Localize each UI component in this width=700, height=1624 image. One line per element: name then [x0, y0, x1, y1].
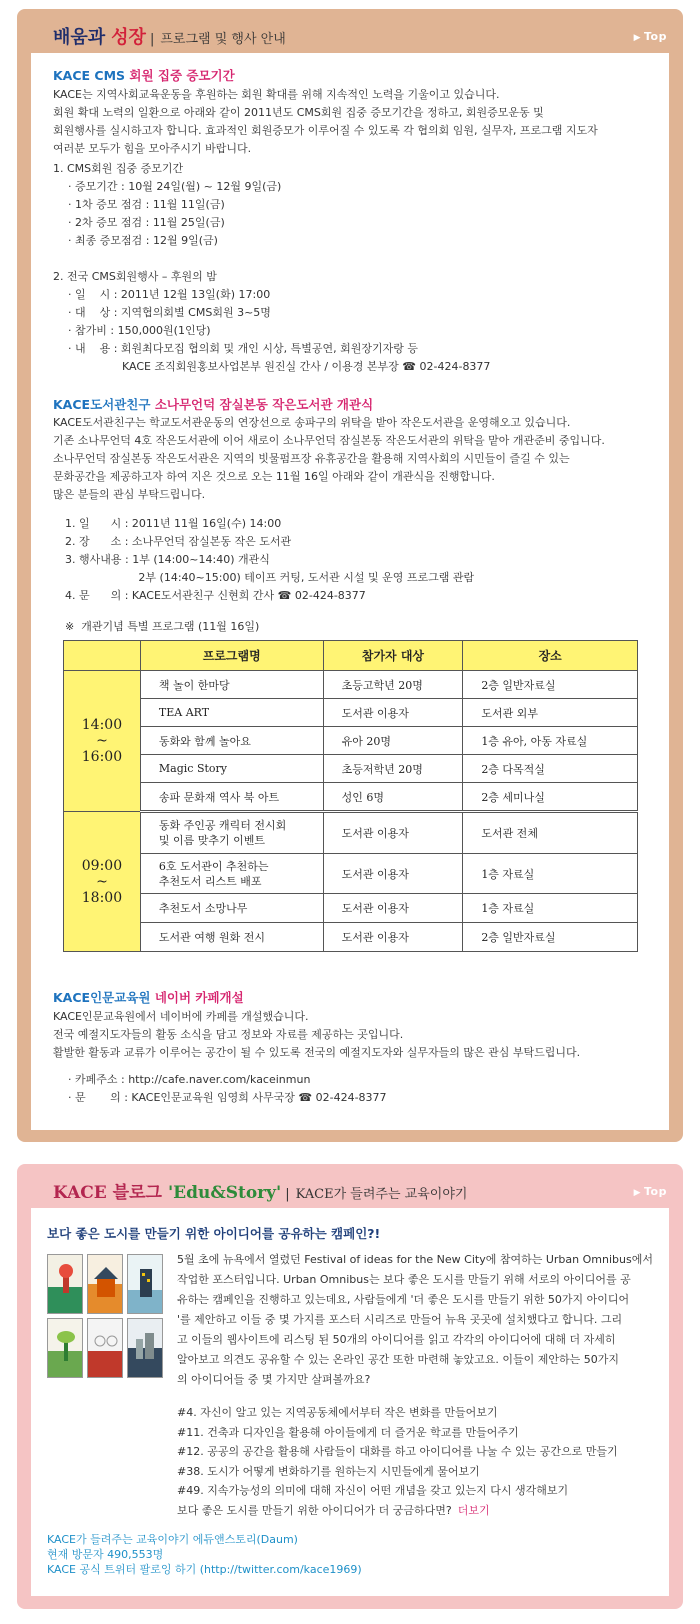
program-line: 6호 도서관이 추천하는 — [158, 859, 269, 873]
time-start: 09:00 — [81, 857, 123, 874]
paragraph-line: 많은 분들의 관심 부탁드립니다. — [53, 488, 206, 501]
program-line: 및 이름 맞추기 이벤트 — [158, 834, 266, 847]
section-title — [53, 988, 673, 1006]
paragraph-line: 회원행사를 실시하고자 합니다. 효과적인 회원증모가 이루어질 수 있도록 각 협의회 임원, 실무자, 프로그램 지도자 — [53, 124, 598, 137]
blog-link[interactable]: KACE가 들려주는 교육이야기 에듀앤스토리(Daum) — [47, 1533, 298, 1546]
header-divider: | — [285, 1187, 290, 1202]
header-cell: 장소 — [463, 641, 638, 671]
place-cell: 1층 자료실 — [463, 854, 638, 894]
section-title-b: 소나무언덕 잠실본동 작은도서관 개관식 — [154, 397, 374, 412]
target-cell: 초등고학년 20명 — [323, 671, 463, 699]
program-line: 추천도서 리스트 배포 — [158, 874, 262, 888]
section-library — [53, 395, 673, 413]
cms-list-2 — [53, 268, 673, 376]
section-title — [53, 395, 673, 413]
poster-image — [87, 1254, 123, 1314]
list-item: #49. 지속가능성의 의미에 대해 자신이 어떤 개념을 갖고 있는지 다시 생각해보기 — [177, 1484, 569, 1497]
program-cell — [140, 854, 323, 894]
building-icon — [128, 1255, 164, 1315]
poster-image — [47, 1318, 83, 1378]
header-subtitle: KACE가 들려주는 교육이야기 — [295, 1187, 468, 1202]
target-cell: 초등저학년 20명 — [323, 755, 463, 783]
top-button[interactable] — [634, 30, 667, 43]
place-cell: 1층 자료실 — [463, 894, 638, 923]
list-item: #11. 건축과 디자인을 활용해 아이들에게 더 즐거운 학교를 만들어주기 — [177, 1425, 519, 1439]
paragraph-line: 회원 확대 노력의 일환으로 아래와 같이 2011년도 CMS회원 집중 증모기간을 정하고, 회원증모운동 및 — [53, 106, 544, 119]
header-divider: | — [149, 32, 155, 47]
target-cell: 도서관 이용자 — [323, 923, 463, 952]
program-cell: 책 놀이 한마당 — [140, 671, 323, 699]
cafe-paragraph — [53, 1008, 673, 1062]
paragraph-line: 기존 소나무언덕 4호 작은도서관에 이어 새로이 소나무언덕 잠실본동 작은도서관의 위탁을 맡아 개관준비 중입니다. — [53, 434, 605, 447]
list-item: · 증모기간 : 10월 24일(월) ~ 12월 9일(금) — [68, 180, 282, 193]
poster-image — [127, 1318, 163, 1378]
place-cell: 2층 일반자료실 — [463, 671, 638, 699]
list-item: #12. 공공의 공간을 활용해 사람들이 대화를 하고 아이디어를 나눌 수 있는 공간으로 만들기 — [177, 1445, 618, 1458]
paragraph-line: 활발한 활동과 교류가 이루어는 공간이 될 수 있도록 전국의 예절지도자와 실무자들의 많은 관심 부탁드립니다. — [53, 1046, 581, 1059]
target-cell: 유아 20명 — [323, 727, 463, 755]
cafe-url[interactable]: · 카페주소 : http://cafe.naver.com/kaceinmun — [68, 1073, 311, 1086]
blog-headline — [47, 1224, 667, 1242]
time-end: 16:00 — [81, 749, 123, 765]
list-item: · 최종 증모점검 : 12월 9일(금) — [68, 234, 218, 247]
target-cell: 도서관 이용자 — [323, 894, 463, 923]
time-cell — [64, 812, 141, 952]
cafe-list — [68, 1071, 688, 1107]
target-cell: 성인 6명 — [323, 783, 463, 812]
program-cell: 송파 문화재 역사 북 아트 — [140, 783, 323, 812]
place-cell: 도서관 전체 — [463, 812, 638, 854]
table-row — [64, 923, 638, 952]
target-cell: 도서관 이용자 — [323, 854, 463, 894]
poster-image — [87, 1318, 123, 1378]
paragraph-line: KACE도서관친구는 학교도서관운동의 연장선으로 송파구의 위탁을 받아 작은도서관을 운영해오고 있습니다. — [53, 416, 571, 429]
top-label: Top — [644, 1185, 667, 1198]
list-item: · 내 용 : 회원최다모집 협의회 및 개인 시상, 특별공연, 회원장기자랑 등 — [68, 342, 419, 355]
list-item: #38. 도시가 어떻게 변화하기를 원하는지 시민들에게 물어보기 — [177, 1464, 480, 1478]
house-icon — [88, 1255, 124, 1315]
table-row — [64, 783, 638, 812]
list-item: 2. 장 소 : 소나무언덕 잠실본동 작은 도서관 — [65, 535, 292, 548]
paragraph-line: '를 제안하고 이들 중 몇 가지를 포스터 시리즈로 만들어 뉴욕 곳곳에 설치했다고 합니다. 그리 — [177, 1313, 623, 1326]
header-title-b: 성장 — [111, 27, 146, 48]
poster-image — [47, 1254, 83, 1314]
table-caption — [65, 618, 685, 636]
section-title-b: 네이버 카페개설 — [154, 990, 244, 1005]
blog-paragraph — [177, 1250, 657, 1390]
paragraph-line: 고 이들의 웹사이트에 리스팅 된 50개의 아이디어를 읽고 각각의 아이디어에 대해 더 자세히 — [177, 1333, 616, 1346]
paragraph-line: 전국 예절지도자들의 활동 소식을 담고 정보와 자료를 제공하는 곳입니다. — [53, 1028, 404, 1041]
list-item: · 일 시 : 2011년 12월 13일(화) 17:00 — [68, 288, 271, 301]
list-item: 1. 일 시 : 2011년 11월 16일(수) 14:00 — [65, 517, 282, 530]
plant-icon — [48, 1319, 84, 1379]
panel-header — [53, 23, 286, 49]
paragraph-line: 작업한 포스터입니다. Urban Omnibus는 보다 좋은 도시를 만들기 위해 서로의 아이디어를 공 — [177, 1273, 631, 1286]
header-subtitle: 프로그램 및 행사 안내 — [160, 32, 286, 47]
triangle-right-icon: ▶ — [633, 1188, 642, 1198]
header-cell: 프로그램명 — [140, 641, 323, 671]
top-button[interactable] — [634, 1185, 667, 1198]
header-cell-empty — [64, 641, 141, 671]
program-table — [63, 640, 638, 952]
time-sep: ~ — [96, 733, 108, 749]
section-title-a: KACE CMS — [53, 68, 126, 83]
blog-footer — [47, 1532, 362, 1577]
bulb-icon — [88, 1319, 124, 1379]
twitter-link[interactable]: KACE 공식 트위터 팔로잉 하기 (http://twitter.com/kace1969) — [47, 1563, 362, 1576]
section-cms — [53, 66, 673, 84]
headline-text[interactable]: 보다 좋은 도시를 만들기 위한 아이디어를 공유하는 캠페인?! — [47, 1226, 381, 1241]
header-title-a: 배움과 — [53, 27, 106, 48]
table-row — [64, 727, 638, 755]
list-item: 2부 (14:40~15:00) 테이프 커팅, 도서관 시설 및 운영 프로그램 관람 — [65, 571, 475, 584]
idea-list — [177, 1403, 618, 1520]
list-item: 4. 문 의 : KACE도서관친구 신현희 간사 ☎ 02-424-8377 — [65, 589, 366, 602]
cms-paragraph — [53, 86, 673, 158]
paragraph-line: 의 아이디어들 중 몇 가지만 살펴볼까요? — [177, 1373, 371, 1386]
paragraph-line: 소나무언덕 잠실본동 작은도서관은 지역의 빗물펌프장 유휴공간을 활용해 지역사회의 시민들이 즐길 수 있는 — [53, 452, 570, 465]
table-row — [64, 894, 638, 923]
time-sep: ~ — [96, 873, 108, 890]
target-cell: 도서관 이용자 — [323, 699, 463, 727]
paragraph-line: 문화공간을 제공하고자 하여 지은 것으로 오는 11월 16일 아래와 같이 개관식을 진행합니다. — [53, 470, 495, 483]
blog-title-b: 'Edu&Story' — [167, 1183, 282, 1203]
caption-text: ※ 개관기념 특별 프로그램 (11월 16일) — [65, 620, 260, 633]
table-row — [64, 671, 638, 699]
contact-line: KACE 조직회원홍보사업본부 원진실 간사 / 이용경 본부장 ☎ 02-424-8377 — [122, 360, 491, 373]
list-item: · 참가비 : 150,000원(1인당) — [68, 324, 211, 337]
table-row — [64, 755, 638, 783]
time-end: 18:00 — [81, 889, 123, 906]
program-cell: Magic Story — [140, 755, 323, 783]
poster-thumbnails[interactable] — [47, 1254, 165, 1380]
table-row — [64, 699, 638, 727]
section-title-a: KACE인문교육원 — [53, 990, 151, 1005]
library-list — [65, 515, 685, 605]
blog-title-a: KACE 블로그 — [53, 1183, 162, 1203]
list-item: · 대 상 : 지역협의회별 CMS회원 3~5명 — [68, 306, 271, 319]
list-item: · 2차 증모 점검 : 11월 25일(금) — [68, 216, 225, 229]
visitor-count: 현재 방문자 490,553명 — [47, 1548, 164, 1561]
list-item: · 문 의 : KACE인문교육원 임영희 사무국장 ☎ 02-424-8377 — [68, 1091, 387, 1104]
program-cell: 동화와 함께 놀아요 — [140, 727, 323, 755]
table-row — [64, 854, 638, 894]
closing-line — [177, 1501, 618, 1521]
blog-title-b-wrap — [168, 1183, 281, 1203]
section-title-b: 회원 집중 증모기간 — [129, 68, 235, 83]
list-item: · 1차 증모 점검 : 11월 11일(금) — [68, 198, 225, 211]
section-title — [53, 66, 673, 84]
section-cafe — [53, 988, 673, 1006]
place-cell: 2층 다목적실 — [463, 755, 638, 783]
list-item: 3. 행사내용 : 1부 (14:00~14:40) 개관식 — [65, 553, 270, 566]
program-cell — [140, 812, 323, 854]
tree-icon — [48, 1255, 84, 1315]
panel-header — [53, 1178, 467, 1203]
time-start: 14:00 — [81, 717, 123, 733]
place-cell: 2층 일반자료실 — [463, 923, 638, 952]
city-icon — [128, 1319, 164, 1379]
target-cell: 도서관 이용자 — [323, 812, 463, 854]
header-cell: 참가자 대상 — [323, 641, 463, 671]
program-line: 동화 주인공 캐릭터 전시회 — [158, 819, 287, 832]
paragraph-line: 여러분 모두가 힘을 모아주시기 바랍니다. — [53, 142, 252, 155]
place-cell: 1층 유아, 아동 자료실 — [463, 727, 638, 755]
list-title: 2. 전국 CMS회원행사 – 후원의 밤 — [53, 270, 217, 283]
place-cell: 2층 세미나실 — [463, 783, 638, 812]
list-item: #4. 자신이 알고 있는 지역공동체에서부터 작은 변화를 만들어보기 — [177, 1406, 498, 1419]
section-title-a: KACE도서관친구 — [53, 397, 151, 412]
paragraph-line: KACE인문교육원에서 네이버에 카페를 개설했습니다. — [53, 1010, 309, 1023]
paragraph-line: KACE는 지역사회교육운동을 후원하는 회원 확대를 위해 지속적인 노력을 기울이고 있습니다. — [53, 88, 500, 101]
paragraph-line: 유하는 캠페인을 진행하고 있는데요, 사람들에게 '더 좋은 도시를 만들기 위한 50가지 아이디어 — [177, 1293, 630, 1306]
program-cell: 추천도서 소망나무 — [140, 894, 323, 923]
closing-text: 보다 좋은 도시를 만들기 위한 아이디어가 더 궁금하다면? — [177, 1503, 452, 1517]
time-cell — [64, 671, 141, 812]
cms-list-1 — [53, 160, 673, 250]
top-label: Top — [644, 30, 667, 43]
place-cell: 도서관 외부 — [463, 699, 638, 727]
paragraph-line: 5월 초에 뉴욕에서 열렸던 Festival of ideas for the New City에 참여하는 Urban Omnibus에서 — [177, 1253, 653, 1266]
list-title: 1. CMS회원 집중 증모기간 — [53, 162, 184, 175]
program-cell: TEA ART — [140, 699, 323, 727]
table-row — [64, 812, 638, 854]
program-cell: 도서관 여행 원화 전시 — [140, 923, 323, 952]
paragraph-line: 알아보고 의견도 공유할 수 있는 온라인 공간 또한 마련해 놓았고요. 이들이 제안하는 50가지 — [177, 1353, 619, 1366]
triangle-right-icon: ▶ — [633, 33, 642, 43]
more-link[interactable]: 더보기 — [457, 1503, 490, 1517]
poster-image — [127, 1254, 163, 1314]
table-header-row — [64, 641, 638, 671]
library-paragraph — [53, 414, 673, 504]
